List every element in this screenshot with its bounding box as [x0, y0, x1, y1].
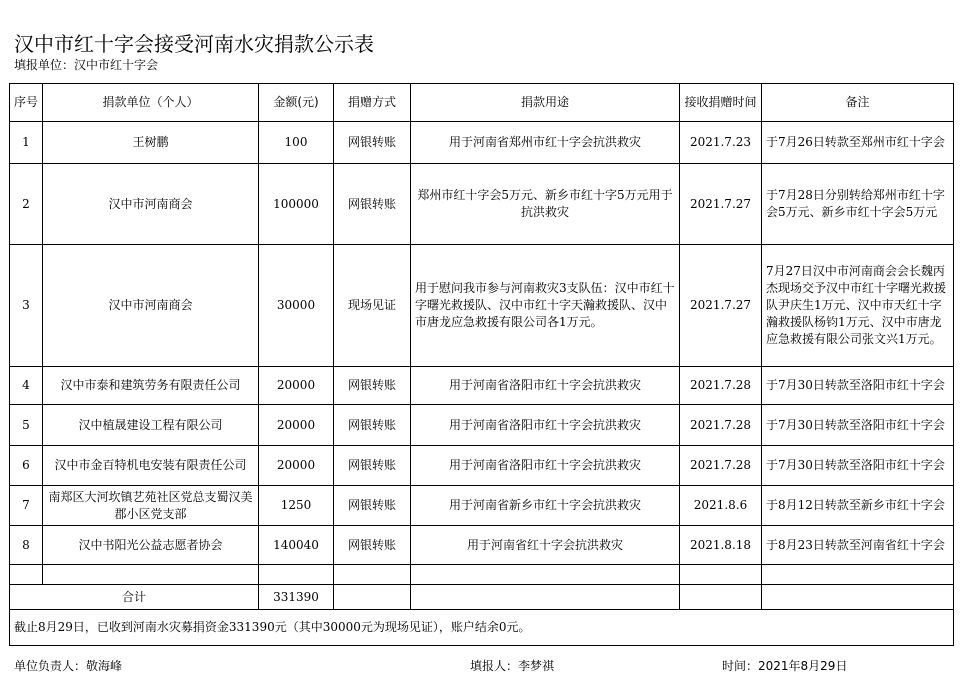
table-row-empty: [10, 565, 954, 585]
header-method: 捐赠方式: [334, 84, 411, 122]
cell-note: 于7月28日分别转给郑州市红十字会5万元、新乡市红十字会5万元: [762, 164, 954, 245]
cell-purpose: 用于河南省郑州市红十字会抗洪救灾: [411, 122, 680, 164]
reporting-unit: 填报单位：汉中市红十字会: [14, 58, 159, 72]
cell-amount: 20000: [259, 367, 334, 405]
cell-method: 网银转账: [334, 122, 411, 164]
cell-note: 于8月12日转款至新乡市红十字会: [762, 486, 954, 526]
cell-note: 于7月30日转款至洛阳市红十字会: [762, 446, 954, 486]
cell-method: 网银转账: [334, 526, 411, 565]
cell-method: 网银转账: [334, 446, 411, 486]
cell-amount: 100000: [259, 164, 334, 245]
cell-date: 2021.8.18: [680, 526, 762, 565]
header-donor: 捐款单位（个人）: [43, 84, 259, 122]
cell-donor: 王树鹏: [43, 122, 259, 164]
summary-text: 截止8月29日，已收到河南水灾募捐资金331390元（其中30000元为现场见证），账户结余0元。: [10, 610, 954, 646]
cell-no: 3: [10, 245, 43, 367]
header-no: 序号: [10, 84, 43, 122]
cell-no: 4: [10, 367, 43, 405]
cell-method: 网银转账: [334, 164, 411, 245]
cell-purpose: 用于河南省红十字会抗洪救灾: [411, 526, 680, 565]
total-label: 合计: [10, 585, 259, 610]
cell-date: 2021.7.28: [680, 446, 762, 486]
table-row: [10, 164, 954, 245]
cell-date: 2021.7.28: [680, 367, 762, 405]
page-title: 汉中市红十字会接受河南水灾捐款公示表: [14, 32, 374, 56]
cell-purpose: 用于河南省洛阳市红十字会抗洪救灾: [411, 367, 680, 405]
cell-donor: 汉中植晟建设工程有限公司: [43, 405, 259, 446]
total-row: [10, 585, 954, 610]
cell-date: 2021.8.6: [680, 486, 762, 526]
donation-table: [9, 83, 954, 646]
cell-note: 于7月30日转款至洛阳市红十字会: [762, 405, 954, 446]
cell-method: 网银转账: [334, 405, 411, 446]
cell-note: 于7月30日转款至洛阳市红十字会: [762, 367, 954, 405]
cell-method: 网银转账: [334, 367, 411, 405]
cell-date: 2021.7.23: [680, 122, 762, 164]
total-amount: 331390: [259, 585, 334, 610]
cell-donor: 汉中市河南商会: [43, 164, 259, 245]
cell-no: 7: [10, 486, 43, 526]
cell-donor: 汉中市泰和建筑劳务有限责任公司: [43, 367, 259, 405]
cell-no: 8: [10, 526, 43, 565]
header-purpose: 捐款用途: [411, 84, 680, 122]
cell-method: 现场见证: [334, 245, 411, 367]
cell-purpose: 用于慰问我市参与河南救灾3支队伍：汉中市红十字曙光救援队、汉中市红十字天瀚救援队、汉中市唐龙应急救援有限公司各1万元。: [411, 245, 680, 367]
cell-purpose: 用于河南省新乡市红十字会抗洪救灾: [411, 486, 680, 526]
cell-date: 2021.7.28: [680, 405, 762, 446]
table-row: [10, 367, 954, 405]
cell-amount: 20000: [259, 405, 334, 446]
cell-note: 7月27日汉中市河南商会会长魏丙杰现场交予汉中市红十字曙光救援队尹庆生1万元、汉中市天红十字瀚救援队杨钧1万元、汉中市唐龙应急救援有限公司张文兴1万元。: [762, 245, 954, 367]
header-note: 备注: [762, 84, 954, 122]
cell-donor: 汉中书阳光公益志愿者协会: [43, 526, 259, 565]
cell-amount: 1250: [259, 486, 334, 526]
table-row: [10, 486, 954, 526]
cell-no: 6: [10, 446, 43, 486]
table-row: [10, 446, 954, 486]
cell-amount: 140040: [259, 526, 334, 565]
cell-amount: 20000: [259, 446, 334, 486]
cell-donor: 汉中市金百特机电安装有限责任公司: [43, 446, 259, 486]
cell-amount: 100: [259, 122, 334, 164]
cell-note: 于8月23日转款至河南省红十字会: [762, 526, 954, 565]
table-row: [10, 245, 954, 367]
summary-row: [10, 610, 954, 646]
cell-amount: 30000: [259, 245, 334, 367]
cell-note: 于7月26日转款至郑州市红十字会: [762, 122, 954, 164]
cell-purpose: 用于河南省洛阳市红十字会抗洪救灾: [411, 446, 680, 486]
header-amount: 金额(元): [259, 84, 334, 122]
cell-donor: 南郑区大河坎镇艺苑社区党总支蜀汉美郡小区党支部: [43, 486, 259, 526]
cell-date: 2021.7.27: [680, 164, 762, 245]
cell-method: 网银转账: [334, 486, 411, 526]
cell-date: 2021.7.27: [680, 245, 762, 367]
cell-no: 5: [10, 405, 43, 446]
footer-responsible: 单位负责人：敬海峰: [14, 659, 123, 673]
cell-donor: 汉中市河南商会: [43, 245, 259, 367]
footer-time: 时间：2021年8月29日: [722, 659, 848, 673]
footer-filler: 填报人：李梦祺: [470, 659, 555, 673]
table-row: [10, 526, 954, 565]
cell-purpose: 郑州市红十字会5万元、新乡市红十字5万元用于抗洪救灾: [411, 164, 680, 245]
cell-no: 2: [10, 164, 43, 245]
table-row: [10, 122, 954, 164]
table-header-row: [10, 84, 954, 122]
table-row: [10, 405, 954, 446]
header-date: 接收捐赠时间: [680, 84, 762, 122]
cell-no: 1: [10, 122, 43, 164]
cell-purpose: 用于河南省洛阳市红十字会抗洪救灾: [411, 405, 680, 446]
